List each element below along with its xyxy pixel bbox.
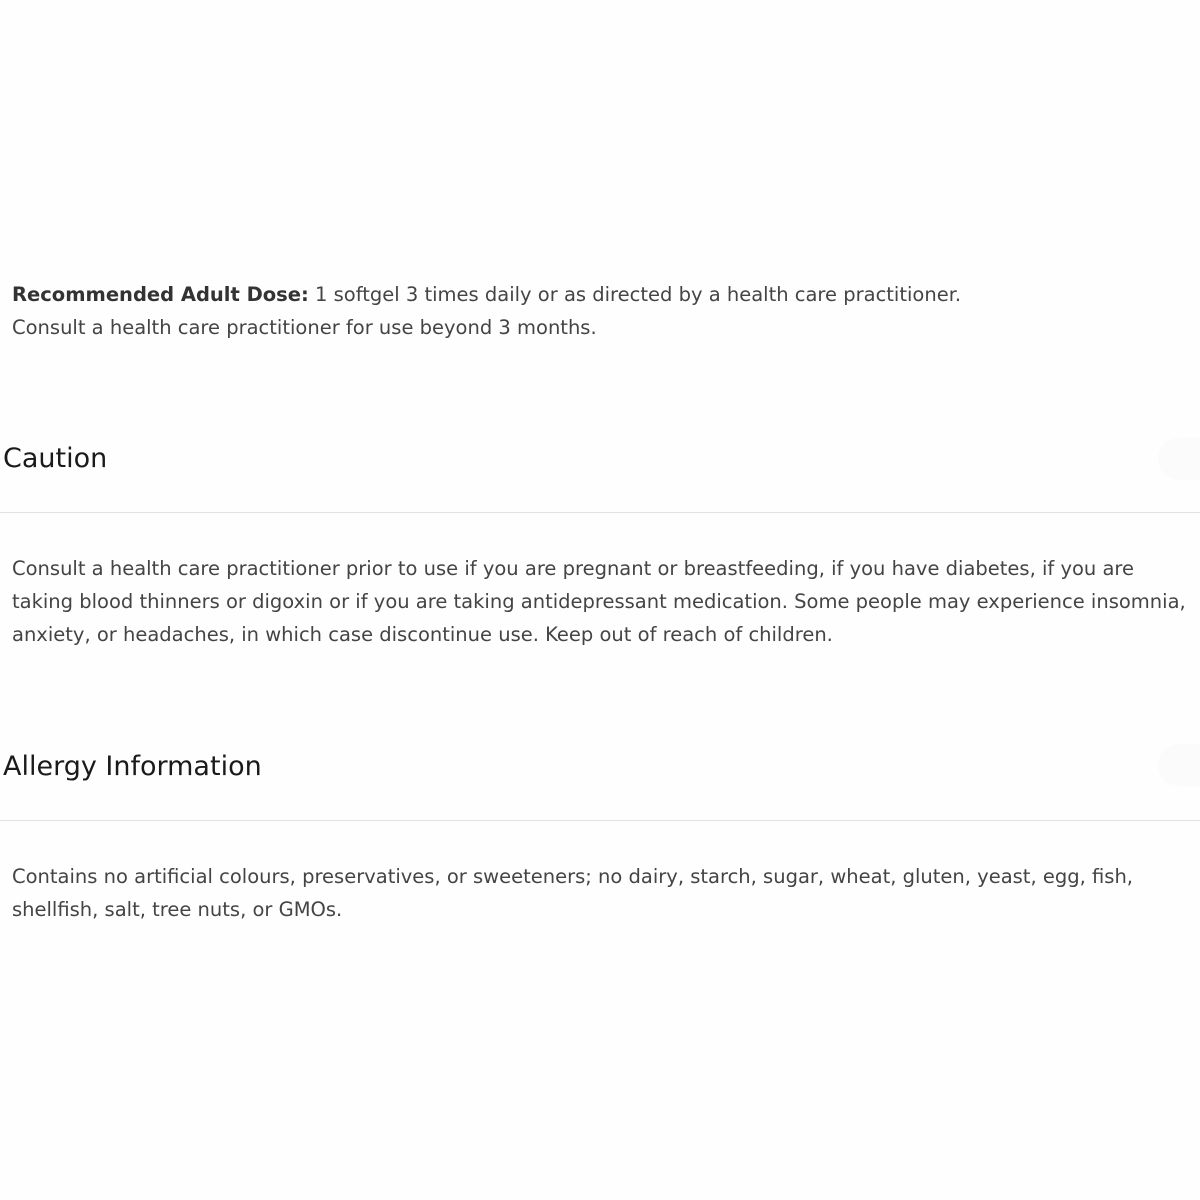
dosage-note: Consult a health care practitioner for use beyond 3 months. <box>12 316 597 339</box>
dosage-text: 1 softgel 3 times daily or as directed by a health care practitioner. <box>308 283 962 306</box>
caution-heading[interactable]: Caution <box>3 443 108 474</box>
allergy-toggle[interactable] <box>1158 744 1200 786</box>
allergy-text: Contains no artificial colours, preservatives, or sweeteners; no dairy, starch, sugar, wheat, gluten, yeast, egg, fish, shellfish, salt, tree nuts, or GMOs. <box>12 865 1134 921</box>
caution-text: Consult a health care practitioner prior to use if you are pregnant or breastfeeding, if you have diabetes, if you are taking blood thinners or digoxin or if you are taking antidepressant medication. Some people may experience insomnia, anxiety, or headaches, in which case discontinue use. Keep out of reach of children. <box>12 557 1186 646</box>
caution-divider <box>0 512 1200 513</box>
allergy-heading[interactable]: Allergy Information <box>3 751 262 782</box>
dosage-label: Recommended Adult Dose: <box>12 283 309 306</box>
caution-toggle[interactable] <box>1158 438 1200 480</box>
dosage-paragraph <box>12 278 1200 344</box>
allergy-divider <box>0 820 1200 821</box>
